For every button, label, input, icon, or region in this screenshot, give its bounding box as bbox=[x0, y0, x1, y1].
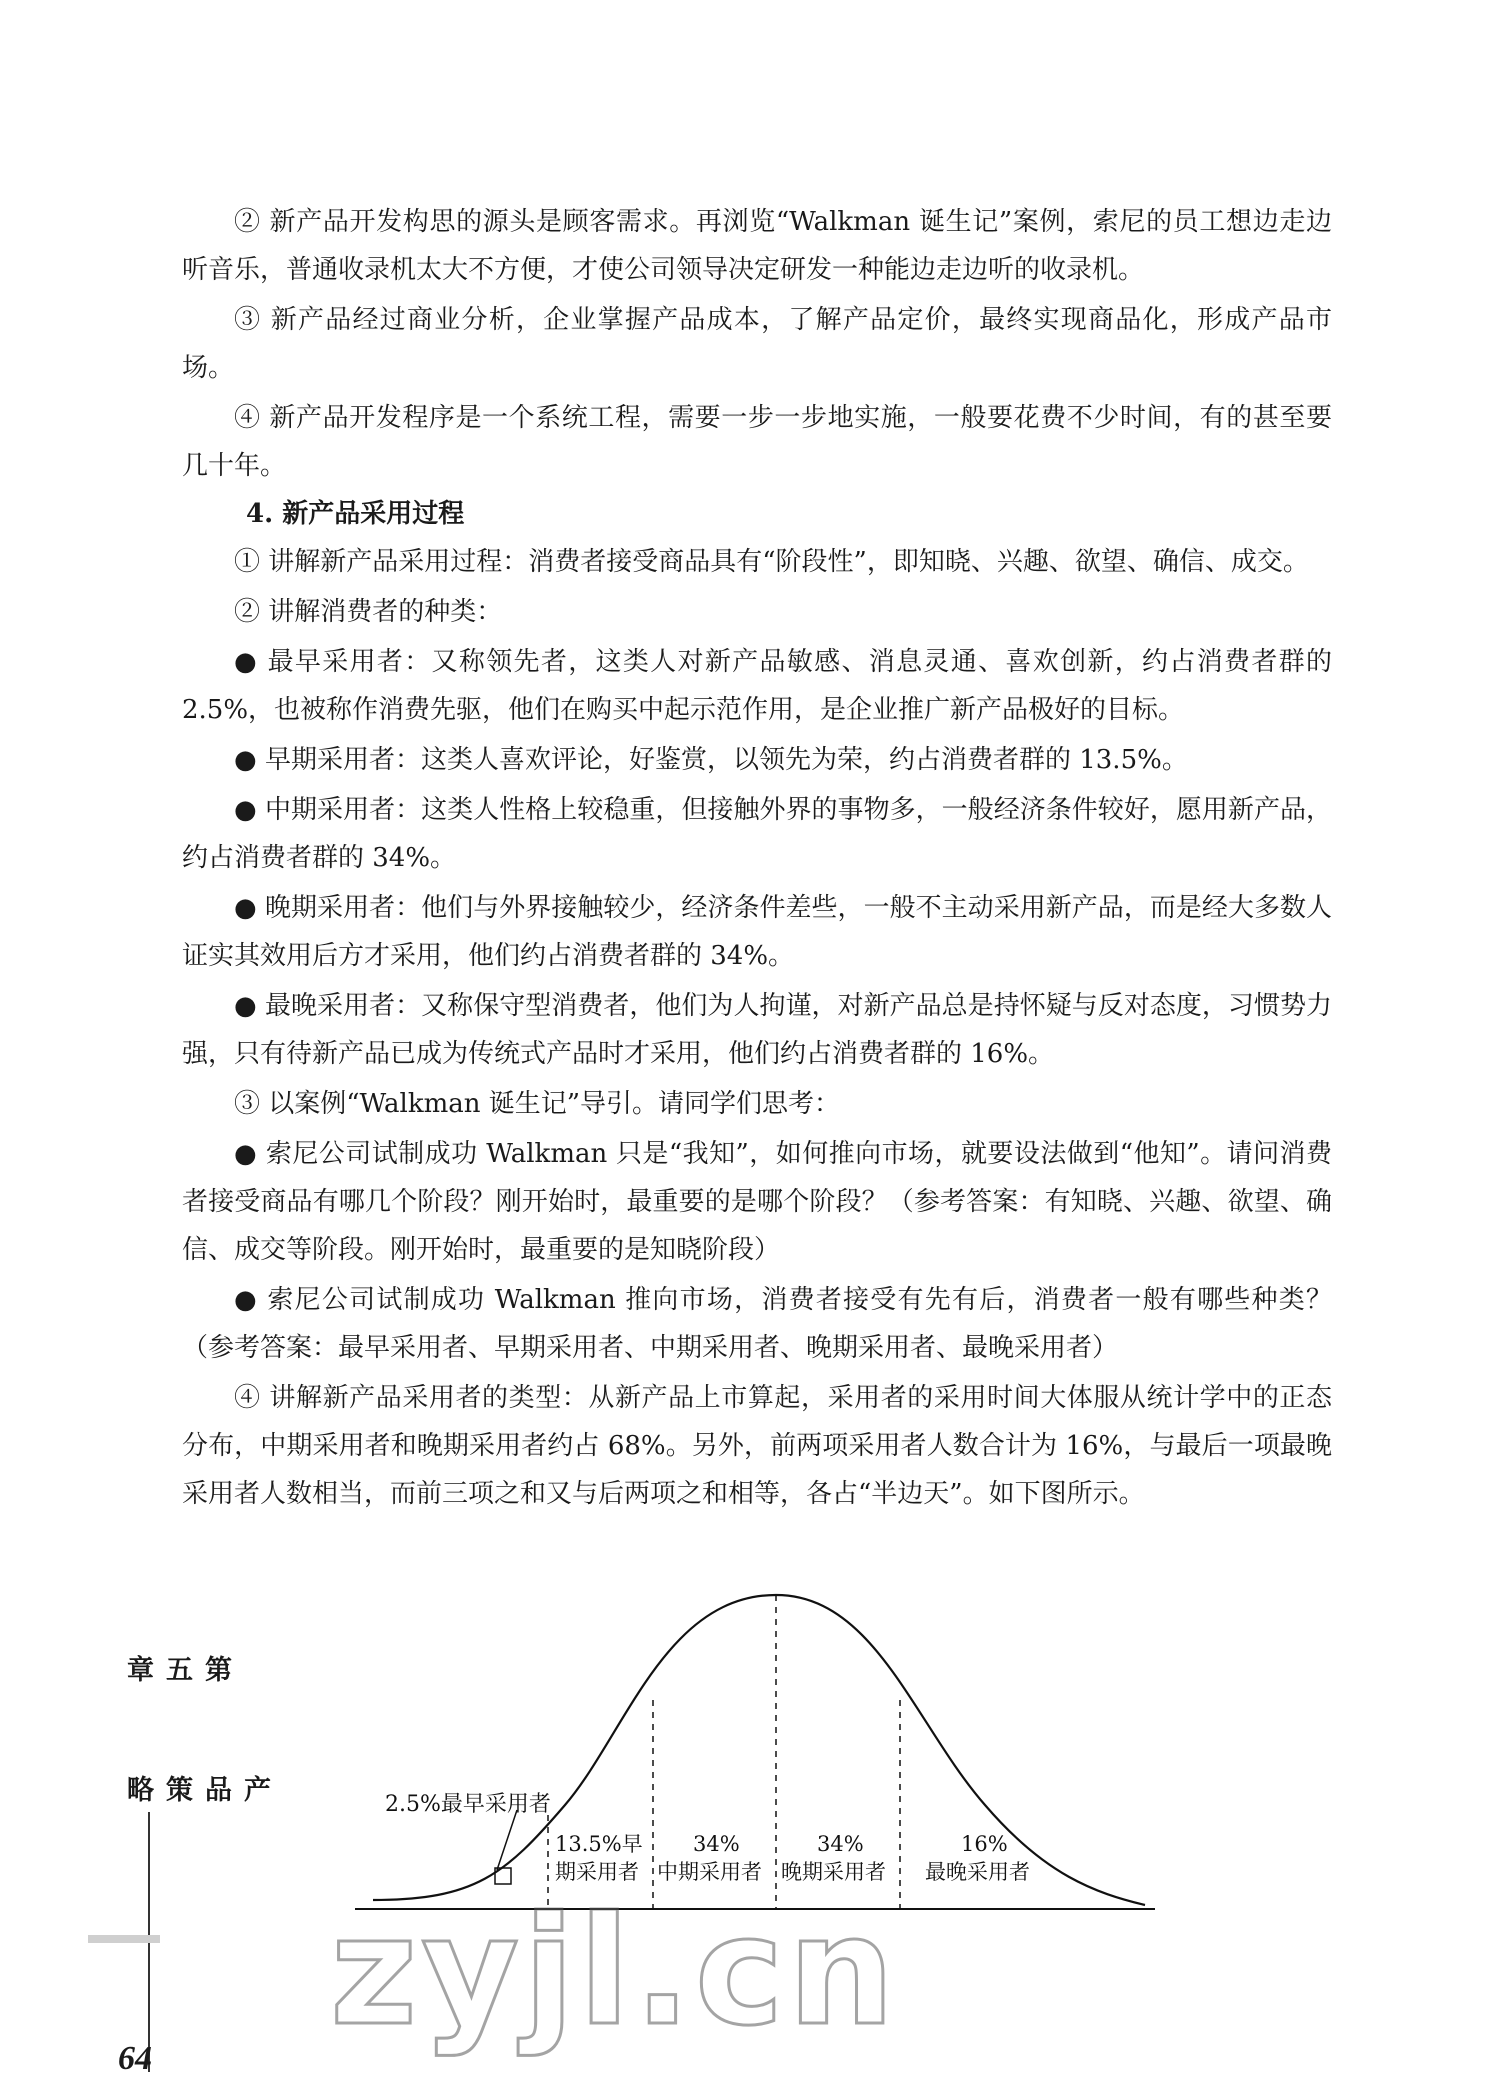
label-early-pct: 13.5%早 bbox=[555, 1832, 643, 1856]
bullet-item: ● 索尼公司试制成功 Walkman 推向市场，消费者接受有先有后，消费者一般有哪些种类？（参考答案：最早采用者、早期采用者、中期采用者、晚期采用者、最晚采用者） bbox=[182, 1285, 1332, 1363]
section-heading: 4. 新产品采用过程 bbox=[246, 499, 465, 529]
adopter-distribution-diagram bbox=[355, 1575, 1155, 1935]
label-latest-name: 最晚采用者 bbox=[925, 1860, 1030, 1884]
leader-line bbox=[497, 1810, 517, 1870]
paragraph: ③ 新产品经过商业分析，企业掌握产品成本，了解产品定价，最终实现商品化，形成产品市场。 bbox=[182, 305, 1332, 383]
label-late-name: 晚期采用者 bbox=[781, 1860, 886, 1884]
label-mid-pct: 34% bbox=[693, 1832, 740, 1856]
paragraph: ① 讲解新产品采用过程：消费者接受商品具有“阶段性”，即知晓、兴趣、欲望、确信、成交。 bbox=[234, 547, 1309, 577]
paragraph: ④ 新产品开发程序是一个系统工程，需要一步一步地实施，一般要花费不少时间，有的甚至要几十年。 bbox=[182, 403, 1332, 481]
bullet-item: ● 晚期采用者：他们与外界接触较少，经济条件差些，一般不主动采用新产品，而是经大多数人证实其效用后方才采用，他们约占消费者群的 34%。 bbox=[182, 893, 1332, 971]
paragraph: ② 新产品开发构思的源头是顾客需求。再浏览“Walkman 诞生记”案例，索尼的员工想边走边听音乐，普通收录机太大不方便，才使公司领导决定研发一种能边走边听的收录机。 bbox=[182, 207, 1332, 285]
page-body bbox=[182, 198, 1332, 1518]
label-early-name: 期采用者 bbox=[555, 1860, 639, 1884]
bullet-item: ● 中期采用者：这类人性格上较稳重，但接触外界的事物多，一般经济条件较好，愿用新产品，约占消费者群的 34%。 bbox=[182, 795, 1332, 873]
chapter-label: 第五章 bbox=[122, 1655, 231, 1684]
paragraph: ④ 讲解新产品采用者的类型：从新产品上市算起，采用者的采用时间大体服从统计学中的正态分布，中期采用者和晚期采用者约占 68%。另外，前两项采用者人数合计为 16%，与最后一项最晚采用者人数相当，而前三项之和又与后两项之和相等，各占“半边天”。如下图所示。 bbox=[182, 1383, 1332, 1509]
chapter-title: 产品策略 bbox=[122, 1775, 270, 1804]
bullet-item: ● 早期采用者：这类人喜欢评论，好鉴赏，以领先为荣，约占消费者群的 13.5%。 bbox=[234, 745, 1188, 775]
bell-curve bbox=[373, 1595, 1145, 1905]
label-late-pct: 34% bbox=[817, 1832, 864, 1856]
paragraph: ③ 以案例“Walkman 诞生记”导引。请同学们思考： bbox=[234, 1089, 841, 1119]
bullet-item: ● 索尼公司试制成功 Walkman 只是“我知”，如何推向市场，就要设法做到“他知”。请问消费者接受商品有哪几个阶段？刚开始时，最重要的是哪个阶段？（参考答案：有知晓、兴趣、欲望、确信、成交等阶段。刚开始时，最重要的是知晓阶段） bbox=[182, 1139, 1332, 1265]
margin-bar bbox=[88, 1935, 160, 1943]
label-latest-pct: 16% bbox=[961, 1832, 1008, 1856]
page-number: 64 bbox=[118, 2040, 152, 2077]
bullet-item: ● 最早采用者：又称领先者，这类人对新产品敏感、消息灵通、喜欢创新，约占消费者群的 2.5%，也被称作消费先驱，他们在购买中起示范作用，是企业推广新产品极好的目标。 bbox=[182, 647, 1332, 725]
watermark: zyjl.cn bbox=[330, 1885, 899, 2059]
bullet-item: ● 最晚采用者：又称保守型消费者，他们为人拘谨，对新产品总是持怀疑与反对态度，习惯势力强，只有待新产品已成为传统式产品时才采用，他们约占消费者群的 16%。 bbox=[182, 991, 1332, 1069]
label-earliest: 2.5%最早采用者 bbox=[385, 1792, 551, 1817]
label-mid-name: 中期采用者 bbox=[657, 1860, 762, 1884]
paragraph: ② 讲解消费者的种类： bbox=[234, 597, 503, 627]
